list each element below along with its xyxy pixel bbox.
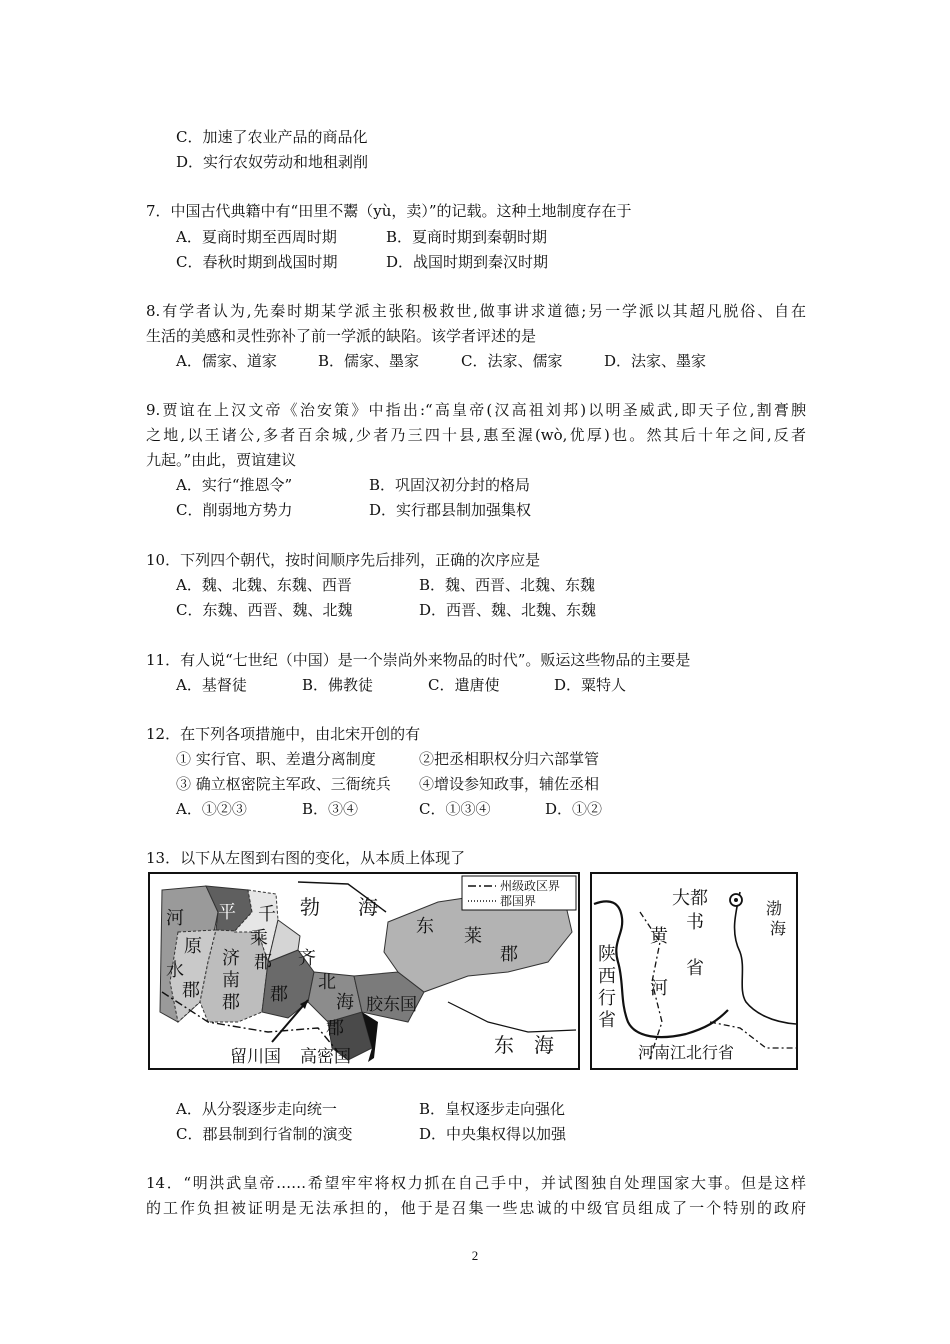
map-label-sheng-shaanxi: 省 [598, 1010, 616, 1031]
q10-option-c: C．东魏、西晋、魏、北魏 [176, 601, 353, 619]
map-label-river-he: 河 [650, 978, 668, 999]
left-map [148, 872, 580, 1070]
q12-stem: 12．在下列各项措施中，由北宋开创的有 [146, 725, 421, 743]
q11-option-d: D．粟特人 [554, 676, 627, 694]
map-label-xi: 西 [598, 966, 616, 987]
q12-item-2: ②把丞相职权分归六部掌管 [419, 750, 600, 768]
map-label-cheng: 乘 [250, 928, 268, 949]
q8-stem-line1: 8.有学者认为,先秦时期某学派主张积极救世,做事讲求道德;另一学派以其超凡脱俗、自在 [146, 302, 806, 320]
map-label-zichuan: 留川国 [230, 1047, 281, 1067]
q14-stem-line1: 14．“明洪武皇帝……希望牢牢将权力抓在自己手中，并试图独自处理国家大事。但是这样 [146, 1174, 806, 1192]
legend-commandery-border: 郡国界 [500, 894, 537, 908]
q10-option-d: D．西晋、魏、北魏、东魏 [419, 601, 597, 619]
map-label-hai-beihai: 海 [336, 992, 354, 1013]
map-label-bo: 勃 [300, 895, 320, 919]
right-map [590, 872, 798, 1070]
q12-item-1: ① 实行官、职、差遣分离制度 [176, 750, 376, 768]
legend-state-border: 州级政区界 [500, 879, 561, 893]
q9-option-b: B．巩固汉初分封的格局 [369, 476, 531, 494]
q11-option-c: C．遣唐使 [428, 676, 500, 694]
q12-option-b: B．③④ [302, 800, 359, 818]
map-label-bohai-bo: 渤 [766, 899, 783, 918]
map-label-jun-heyuan: 郡 [182, 980, 200, 1001]
map-label-jun-jinan: 郡 [222, 992, 240, 1013]
q11-option-b: B．佛教徒 [302, 676, 374, 694]
map-label-donghai-dong: 东 [494, 1033, 514, 1057]
map-label-jun-qiancheng: 郡 [254, 952, 272, 973]
q11-option-a: A．基督徒 [176, 676, 247, 694]
map-label-yuan: 原 [184, 936, 202, 957]
q13-stem: 13．以下从左图到右图的变化，从本质上体现了 [146, 849, 466, 867]
map-label-donghai-hai: 海 [534, 1033, 554, 1057]
map-label-nan: 南 [222, 970, 240, 991]
q7-option-c: C．春秋时期到战国时期 [176, 253, 338, 271]
map-label-shaan: 陕 [598, 944, 616, 965]
map-label-bohai-hai: 海 [770, 919, 787, 938]
q7-option-a: A．夏商时期至西周时期 [176, 228, 337, 246]
q7-option-d: D．战国时期到秦汉时期 [386, 253, 549, 271]
q8-option-d: D．法家、墨家 [604, 352, 707, 370]
q12-option-d: D．①② [545, 800, 603, 818]
map-label-ping: 平 [218, 902, 236, 923]
map-label-huang: 黄 [650, 926, 668, 947]
q13-option-b: B．皇权逐步走向强化 [419, 1100, 566, 1118]
map-label-shu: 书 [686, 912, 704, 933]
map-label-jiaodong: 胶东国 [366, 995, 417, 1015]
q14-stem-line2: 的工作负担被证明是无法承担的，他于是召集一些忠诚的中级官员组成了一个特别的政府 [146, 1199, 806, 1217]
q13-option-d: D．中央集权得以加强 [419, 1125, 567, 1143]
map-label-dong: 东 [416, 916, 434, 937]
q9-stem-line3: 九起。”由此，贾谊建议 [146, 451, 297, 469]
map-label-jun-donglai: 郡 [500, 944, 518, 965]
map-label-dadu: 大都 [672, 888, 708, 909]
map-label-qi: 齐 [298, 948, 316, 969]
q12-option-c: C．①③④ [419, 800, 491, 818]
q8-stem-line2: 生活的美感和灵性弥补了前一学派的缺陷。该学者评述的是 [146, 327, 537, 345]
q9-stem-line2: 之地,以王诸公,多者百余城,少者乃三四十县,惠至渥(wò,优厚)也。然其后十年之间,反者 [146, 426, 806, 444]
q8-option-c: C．法家、儒家 [461, 352, 563, 370]
map-label-bei: 北 [318, 972, 336, 993]
q9-option-c: C．削弱地方势力 [176, 501, 293, 519]
q13-option-a: A．从分裂逐步走向统一 [176, 1100, 337, 1118]
q11-stem: 11．有人说“七世纪（中国）是一个崇尚外来物品的时代”。贩运这些物品的主要是 [146, 651, 691, 669]
map-label-jun-qi: 郡 [270, 984, 288, 1005]
q8-option-a: A．儒家、道家 [176, 352, 277, 370]
q10-stem: 10．下列四个朝代，按时间顺序先后排列，正确的次序应是 [146, 551, 541, 569]
map-label-qian: 千 [258, 904, 276, 925]
q9-option-d: D．实行郡县制加强集权 [369, 501, 532, 519]
map-label-ji: 济 [222, 948, 240, 969]
q6-option-d: D．实行农奴劳动和地租剥削 [176, 153, 369, 171]
map-label-he: 河 [166, 908, 184, 929]
q6-option-c: C．加速了农业产品的商品化 [176, 128, 368, 146]
page-number: 2 [471, 1248, 479, 1263]
q10-option-a: A．魏、北魏、东魏、西晋 [176, 576, 352, 594]
q9-option-a: A．实行“推恩令” [176, 476, 293, 494]
q10-option-b: B．魏、西晋、北魏、东魏 [419, 576, 596, 594]
map-label-hai: 海 [358, 895, 378, 919]
q13-option-c: C．郡县制到行省制的演变 [176, 1125, 353, 1143]
q12-item-3: ③ 确立枢密院主军政、三衙统兵 [176, 775, 391, 793]
q7-option-b: B．夏商时期到秦朝时期 [386, 228, 548, 246]
map-label-gaomi: 高密国 [300, 1047, 351, 1067]
map-label-xing: 行 [598, 988, 616, 1009]
q13-maps [148, 872, 798, 1072]
q9-stem-line1: 9.贾谊在上汉文帝《治安策》中指出:“高皇帝(汉高祖刘邦)以明圣威武,即天子位,割膏腴 [146, 401, 806, 419]
map-label-shui: 水 [166, 960, 184, 981]
map-label-sheng: 省 [686, 958, 704, 979]
map-label-jun-beihai: 郡 [326, 1018, 344, 1039]
map-label-lai: 莱 [464, 926, 482, 947]
q12-option-a: A．①②③ [176, 800, 247, 818]
q12-item-4: ④增设参知政事，辅佐丞相 [419, 775, 600, 793]
map-label-henan-jiangbei: 河南江北行省 [638, 1043, 735, 1062]
q8-option-b: B．儒家、墨家 [318, 352, 420, 370]
q7-stem: 7．中国古代典籍中有“田里不鬻（yù，卖）”的记载。这种土地制度存在于 [146, 202, 632, 220]
